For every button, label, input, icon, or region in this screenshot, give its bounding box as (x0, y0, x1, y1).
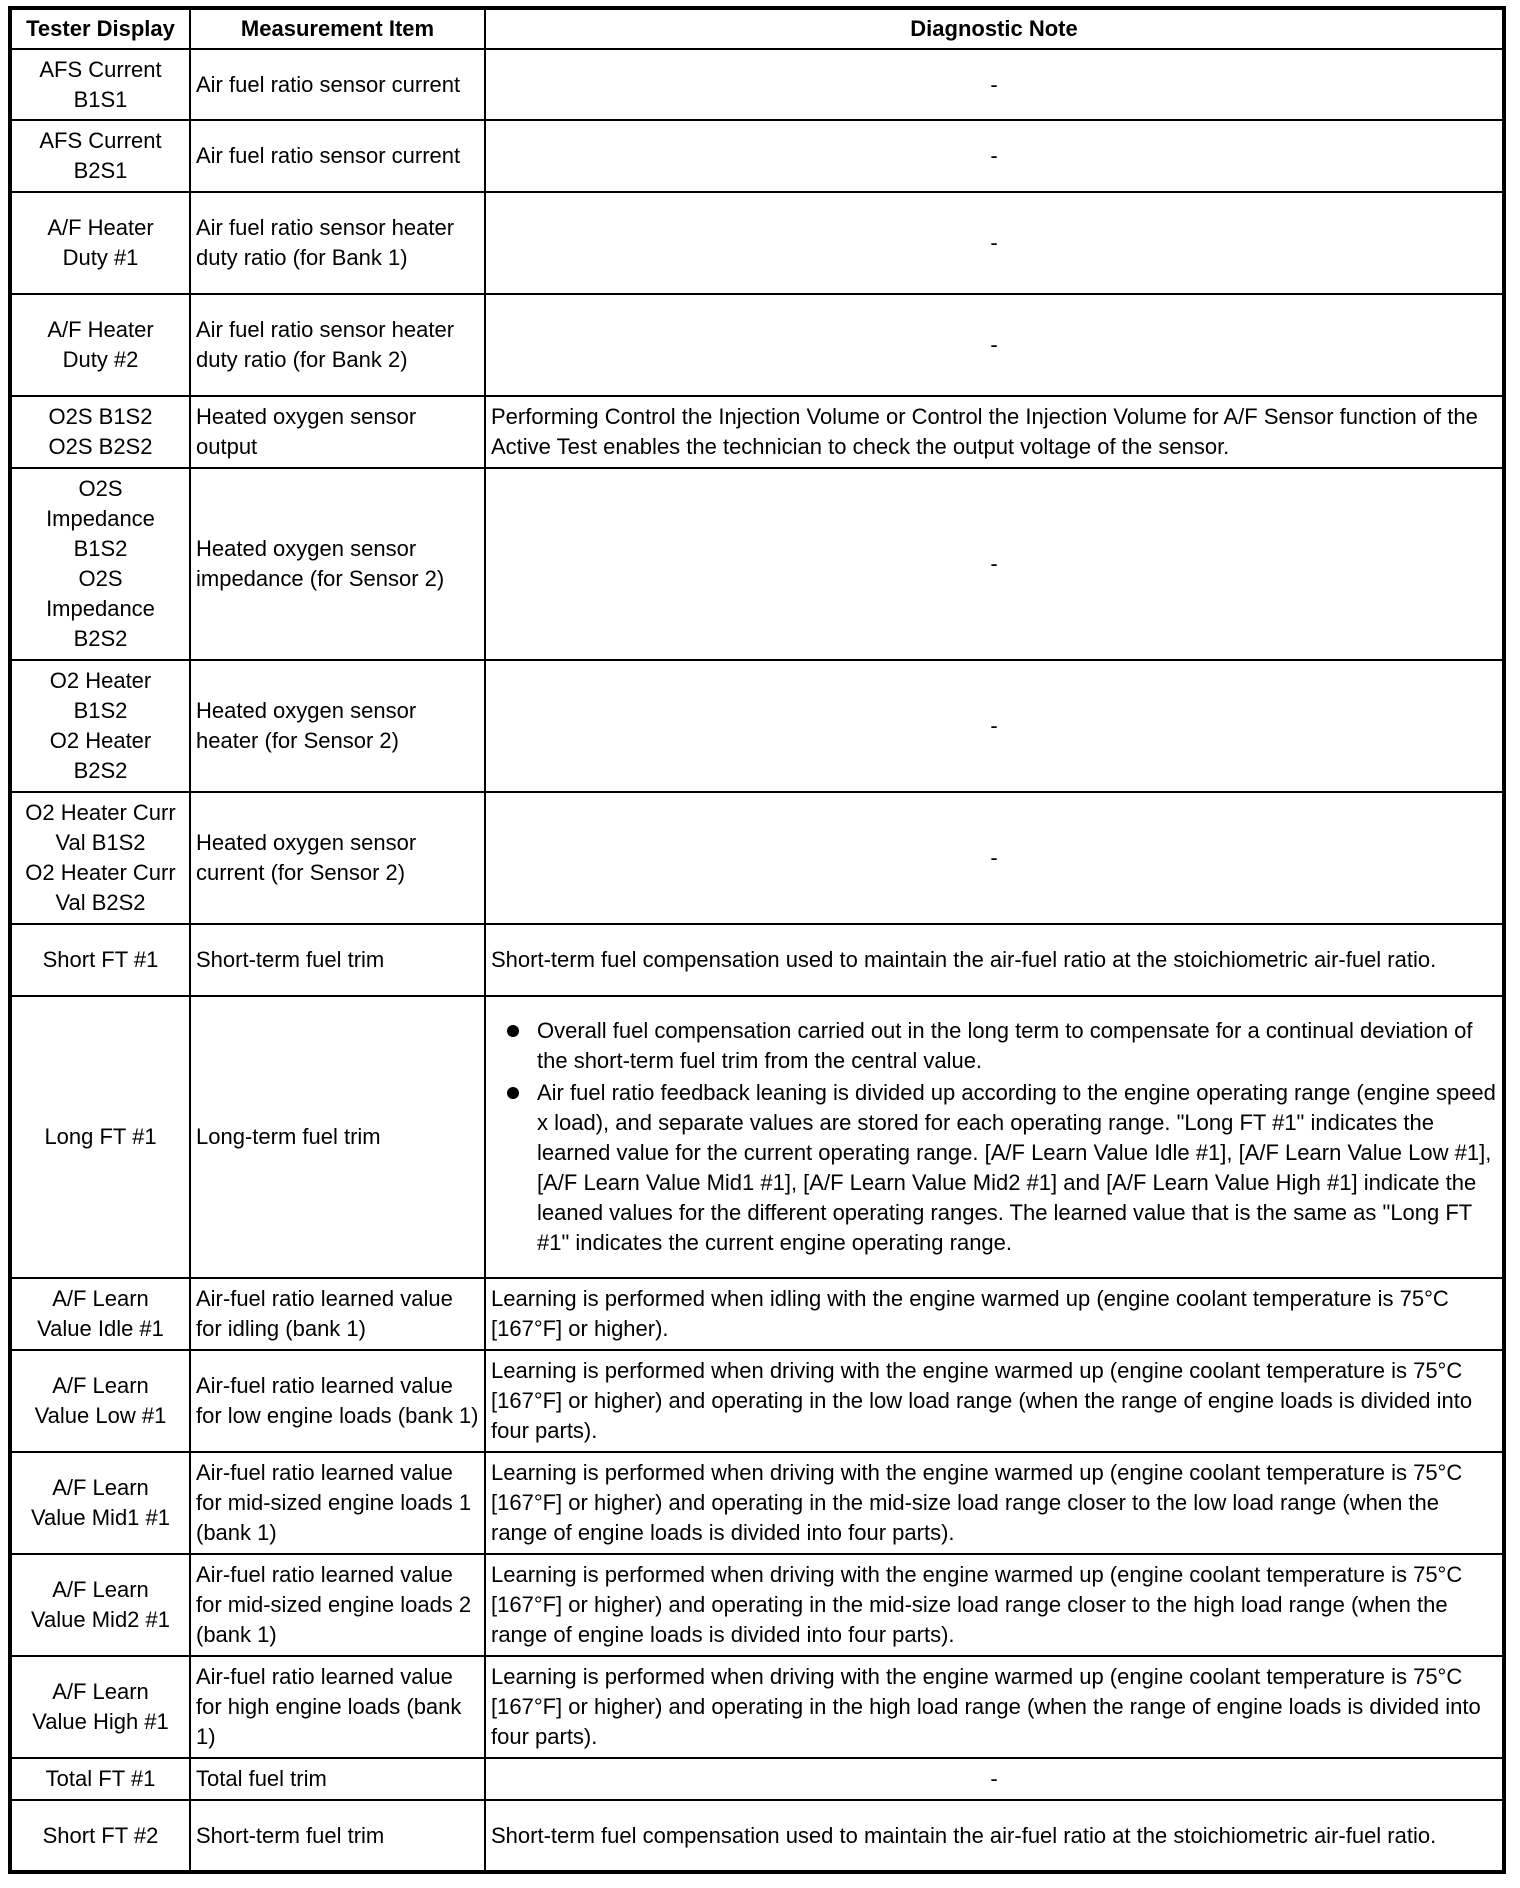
tester-display-cell: A/F Learn Value High #1 (10, 1656, 190, 1758)
table-row (10, 1452, 1504, 1554)
measurement-item-cell: Air fuel ratio sensor heater duty ratio (for Bank 1) (190, 192, 485, 294)
tester-display-cell: A/F Learn Value Low #1 (10, 1350, 190, 1452)
table-header-row (10, 8, 1504, 49)
diagnostic-note-cell: - (485, 660, 1504, 792)
diagnostic-note-cell: Short-term fuel compensation used to maintain the air-fuel ratio at the stoichiometric air-fuel ratio. (485, 1800, 1504, 1872)
tester-display-cell: A/F Heater Duty #2 (10, 294, 190, 396)
diagnostic-note-cell: - (485, 192, 1504, 294)
table-row (10, 1758, 1504, 1800)
note-bullet-item: Air fuel ratio feedback leaning is divided up according to the engine operating range (engine speed x load), and separate values are stored for each operating range. "Long FT #1" indicates the learned value for the current operating range. [A/F Learn Value Idle #1], [A/F Learn Value Low #1], [A/F Learn Value Mid1 #1], [A/F Learn Value Mid2 #1] and [A/F Learn Value High #1] indicate the leaned values for the different operating ranges. The learned value that is the same as "Long FT #1" indicates the current engine operating range. (537, 1078, 1497, 1258)
diagnostic-note-cell: Learning is performed when idling with the engine warmed up (engine coolant temperature is 75°C [167°F] or higher). (485, 1278, 1504, 1350)
tester-display-cell: O2S B1S2 O2S B2S2 (10, 396, 190, 468)
table-row (10, 1656, 1504, 1758)
table-row (10, 924, 1504, 996)
measurement-item-cell: Long-term fuel trim (190, 996, 485, 1278)
table-row (10, 192, 1504, 294)
table-row (10, 660, 1504, 792)
tester-display-cell: AFS Current B2S1 (10, 120, 190, 192)
table-row (10, 120, 1504, 192)
tester-display-cell: O2 Heater B1S2 O2 Heater B2S2 (10, 660, 190, 792)
measurement-item-cell: Air fuel ratio sensor current (190, 120, 485, 192)
tester-display-cell: O2 Heater Curr Val B1S2 O2 Heater Curr Val B2S2 (10, 792, 190, 924)
diagnostic-note-cell: - (485, 1758, 1504, 1800)
measurement-item-cell: Air-fuel ratio learned value for low engine loads (bank 1) (190, 1350, 485, 1452)
table-row (10, 1278, 1504, 1350)
tester-display-cell: Total FT #1 (10, 1758, 190, 1800)
diagnostic-note-cell: - (485, 792, 1504, 924)
diagnostic-note-cell: Learning is performed when driving with the engine warmed up (engine coolant temperature is 75°C [167°F] or higher) and operating in the mid-size load range closer to the low load range (when the range of engine loads is divided into four parts). (485, 1452, 1504, 1554)
diagnostic-note-cell: Learning is performed when driving with the engine warmed up (engine coolant temperature is 75°C [167°F] or higher) and operating in the mid-size load range closer to the high load range (when the range of engine loads is divided into four parts). (485, 1554, 1504, 1656)
tester-display-cell: Long FT #1 (10, 996, 190, 1278)
table-row (10, 792, 1504, 924)
table-row (10, 396, 1504, 468)
diagnostic-note-cell (485, 996, 1504, 1278)
table-row (10, 49, 1504, 120)
diagnostic-note-cell: Short-term fuel compensation used to maintain the air-fuel ratio at the stoichiometric air-fuel ratio. (485, 924, 1504, 996)
measurement-item-cell: Air fuel ratio sensor heater duty ratio (for Bank 2) (190, 294, 485, 396)
measurement-item-cell: Short-term fuel trim (190, 1800, 485, 1872)
table-row (10, 1800, 1504, 1872)
tester-display-cell: Short FT #1 (10, 924, 190, 996)
measurement-item-cell: Air-fuel ratio learned value for mid-sized engine loads 2 (bank 1) (190, 1554, 485, 1656)
diagnostic-note-cell: Learning is performed when driving with the engine warmed up (engine coolant temperature is 75°C [167°F] or higher) and operating in the high load range (when the range of engine loads is divided into four parts). (485, 1656, 1504, 1758)
table-row (10, 1554, 1504, 1656)
tester-display-cell: A/F Learn Value Mid1 #1 (10, 1452, 190, 1554)
diagnostic-note-cell: Performing Control the Injection Volume or Control the Injection Volume for A/F Sensor function of the Active Test enables the technician to check the output voltage of the sensor. (485, 396, 1504, 468)
table-row (10, 468, 1504, 660)
diagnostic-note-cell: - (485, 120, 1504, 192)
note-bullet-list (491, 1016, 1497, 1258)
header-measurement-item: Measurement Item (190, 8, 485, 49)
tester-display-cell: AFS Current B1S1 (10, 49, 190, 120)
tester-display-cell: A/F Learn Value Idle #1 (10, 1278, 190, 1350)
measurement-item-cell: Short-term fuel trim (190, 924, 485, 996)
tester-display-cell: O2S Impedance B1S2 O2S Impedance B2S2 (10, 468, 190, 660)
tester-display-cell: A/F Heater Duty #1 (10, 192, 190, 294)
diagnostic-note-cell: Learning is performed when driving with the engine warmed up (engine coolant temperature is 75°C [167°F] or higher) and operating in the low load range (when the range of engine loads is divided into four parts). (485, 1350, 1504, 1452)
measurement-item-cell: Air-fuel ratio learned value for high engine loads (bank 1) (190, 1656, 485, 1758)
measurement-item-cell: Heated oxygen sensor heater (for Sensor 2) (190, 660, 485, 792)
note-bullet-item: Overall fuel compensation carried out in the long term to compensate for a continual deviation of the short-term fuel trim from the central value. (537, 1016, 1497, 1076)
tester-display-cell: Short FT #2 (10, 1800, 190, 1872)
header-tester-display: Tester Display (10, 8, 190, 49)
diagnostic-note-cell: - (485, 468, 1504, 660)
table-row (10, 1350, 1504, 1452)
measurement-item-cell: Heated oxygen sensor current (for Sensor 2) (190, 792, 485, 924)
diagnostic-note-cell: - (485, 294, 1504, 396)
diagnostic-note-cell: - (485, 49, 1504, 120)
measurement-item-cell: Air-fuel ratio learned value for mid-sized engine loads 1 (bank 1) (190, 1452, 485, 1554)
table-row (10, 294, 1504, 396)
measurement-item-cell: Air fuel ratio sensor current (190, 49, 485, 120)
diagnostic-data-table (8, 6, 1506, 1874)
measurement-item-cell: Air-fuel ratio learned value for idling (bank 1) (190, 1278, 485, 1350)
table-row (10, 996, 1504, 1278)
tester-display-cell: A/F Learn Value Mid2 #1 (10, 1554, 190, 1656)
header-diagnostic-note: Diagnostic Note (485, 8, 1504, 49)
measurement-item-cell: Total fuel trim (190, 1758, 485, 1800)
measurement-item-cell: Heated oxygen sensor output (190, 396, 485, 468)
measurement-item-cell: Heated oxygen sensor impedance (for Sensor 2) (190, 468, 485, 660)
